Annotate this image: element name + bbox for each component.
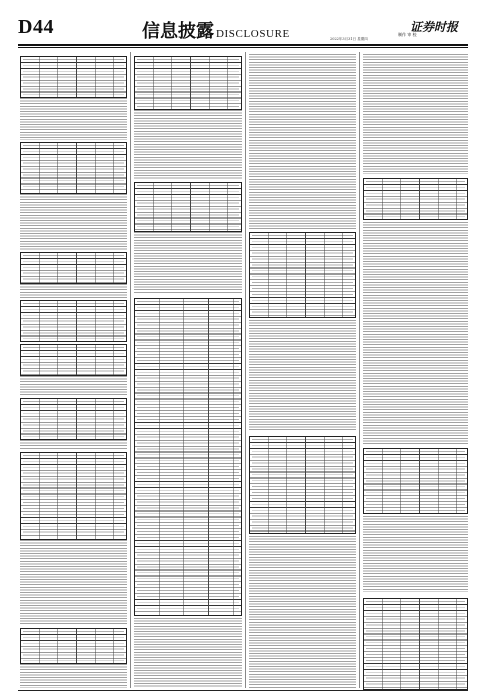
body-text <box>363 54 468 174</box>
body-text <box>20 98 127 140</box>
data-table <box>20 252 127 284</box>
data-table <box>20 142 127 194</box>
data-table <box>134 182 242 232</box>
footer-rule <box>18 690 468 691</box>
column-divider <box>359 52 360 688</box>
masthead <box>0 0 484 44</box>
column-divider <box>130 52 131 688</box>
data-table <box>134 298 242 616</box>
data-table <box>20 628 127 664</box>
data-table <box>20 344 127 376</box>
data-table <box>363 448 468 514</box>
body-text <box>20 440 127 450</box>
data-table <box>20 398 127 440</box>
data-table <box>20 56 127 98</box>
data-table <box>249 436 356 534</box>
body-text <box>363 222 468 444</box>
section-title-en: DISCLOSURE <box>216 28 290 40</box>
body-text <box>363 516 468 592</box>
column-4 <box>363 52 468 688</box>
data-table <box>363 178 468 220</box>
body-text <box>20 376 127 396</box>
newspaper-logo: 证券时报 <box>410 20 459 34</box>
data-table <box>20 300 127 342</box>
column-2 <box>134 52 242 688</box>
header-rule <box>18 44 468 46</box>
body-text <box>20 194 127 250</box>
column-1 <box>20 52 127 688</box>
body-text <box>20 284 127 298</box>
body-text <box>249 536 356 688</box>
body-text <box>20 664 127 688</box>
section-title-cn: 信息披露 <box>142 21 214 42</box>
data-table <box>134 56 242 110</box>
body-text <box>134 110 242 180</box>
data-table <box>20 452 127 540</box>
section-title <box>142 17 290 43</box>
column-3 <box>249 52 356 688</box>
header-rule-thin <box>18 47 468 48</box>
page-number: D44 <box>18 16 54 38</box>
issue-date: 2022年3月31日 星期四 <box>330 37 368 41</box>
column-divider <box>245 52 246 688</box>
data-table <box>249 232 356 318</box>
data-table <box>363 598 468 690</box>
body-text <box>249 320 356 432</box>
body-text <box>134 232 242 294</box>
body-text <box>134 618 242 688</box>
body-text <box>249 54 356 230</box>
editor-credit: 制作 审 校 <box>398 32 417 37</box>
body-text <box>20 540 127 626</box>
